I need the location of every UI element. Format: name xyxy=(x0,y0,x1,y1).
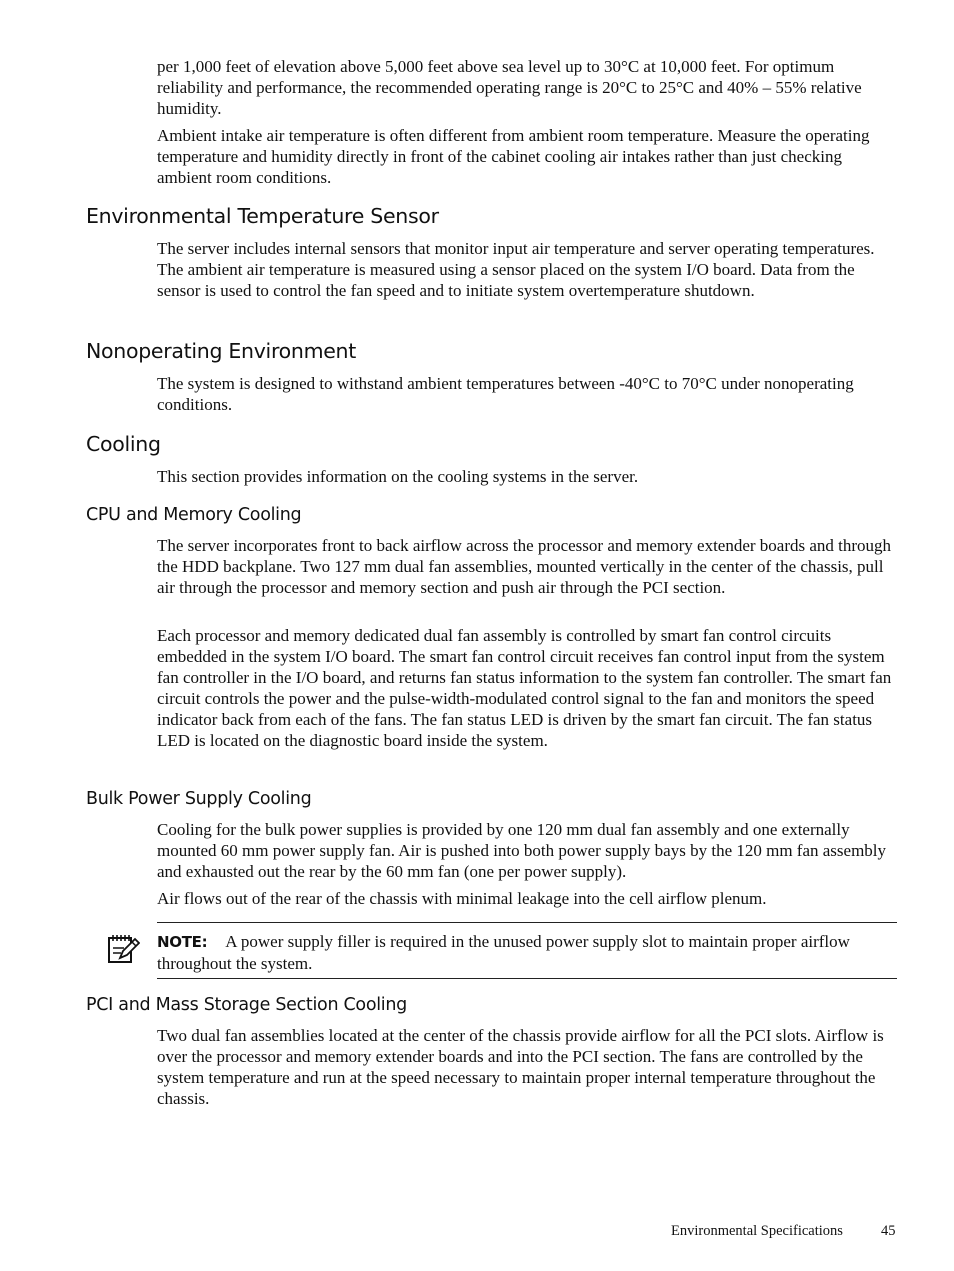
heading-bulk-power-supply-cooling: Bulk Power Supply Cooling xyxy=(86,789,312,809)
heading-pci-mass-storage-cooling: PCI and Mass Storage Section Cooling xyxy=(86,995,407,1015)
pci-paragraph: Two dual fan assemblies located at the center of the chassis provide airflow for all the PCI slots. Airflow is over the processor and memory extender boards and into the PCI section. The fans are controlled by the system temperature and run at the speed necessary to maintain proper internal temperature throughout the chassis. xyxy=(157,1026,884,1108)
heading-nonoperating-environment: Nonoperating Environment xyxy=(86,339,356,363)
heading-environmental-temperature-sensor: Environmental Temperature Sensor xyxy=(86,204,439,228)
nonoperating-paragraph: The system is designed to withstand ambient temperatures between -40°C to 70°C under nonoperating conditions. xyxy=(157,374,854,414)
note-bottom-rule xyxy=(157,978,897,979)
env-sensor-paragraph: The server includes internal sensors that monitor input air temperature and server operating temperatures. The ambient air temperature is measured using a sensor placed on the system I/O board. Data from the sensor is used to control the fan speed and to initiate system overtemperature shutdown. xyxy=(157,239,875,300)
cpu-paragraph-2: Each processor and memory dedicated dual fan assembly is controlled by smart fan control circuits embedded in the system I/O board. The smart fan control circuit receives fan control input from the system fan controller in the I/O board, and returns fan status information to the system fan controller. The smart fan circuit controls the power and the pulse-width-modulated control signal to the fan and monitors the speed indicator back from each of the fans. The fan status LED is driven by the smart fan circuit. The fan status LED is located on the diagnostic board inside the system. xyxy=(157,626,892,750)
note-block xyxy=(157,931,897,974)
note-text: A power supply filler is required in the unused power supply slot to maintain proper airflow throughout the system. xyxy=(157,932,850,973)
note-pad-pencil-icon xyxy=(106,932,140,966)
footer-section-title: Environmental Specifications xyxy=(671,1223,843,1239)
intro-paragraph-1: per 1,000 feet of elevation above 5,000 feet above sea level up to 30°C at 10,000 feet. For optimum reliability and performance, the recommended operating range is 20°C to 25°C and 40% – 55% relative humidity. xyxy=(157,57,862,118)
heading-cpu-memory-cooling: CPU and Memory Cooling xyxy=(86,505,302,525)
footer-page-number: 45 xyxy=(881,1223,896,1239)
cooling-paragraph: This section provides information on the cooling systems in the server. xyxy=(157,467,639,486)
note-top-rule xyxy=(157,922,897,923)
bulk-paragraph-2: Air flows out of the rear of the chassis with minimal leakage into the cell airflow plenum. xyxy=(157,889,767,908)
bulk-paragraph-1: Cooling for the bulk power supplies is provided by one 120 mm dual fan assembly and one externally mounted 60 mm power supply fan. Air is pushed into both power supply bays by the 120 mm fan assembly and exhausted out the rear by the 60 mm fan (one per power supply). xyxy=(157,820,887,881)
intro-paragraph-2: Ambient intake air temperature is often different from ambient room temperature. Measure the operating temperature and humidity directly in front of the cabinet cooling air intakes rather than just checking ambient room conditions. xyxy=(157,126,870,187)
heading-cooling: Cooling xyxy=(86,432,161,456)
note-label: NOTE: xyxy=(157,933,208,951)
cpu-paragraph-1: The server incorporates front to back airflow across the processor and memory extender boards and through the HDD backplane. Two 127 mm dual fan assemblies, mounted vertically in the center of the chassis, pull air through the processor and memory section and push air through the PCI section. xyxy=(157,536,892,597)
